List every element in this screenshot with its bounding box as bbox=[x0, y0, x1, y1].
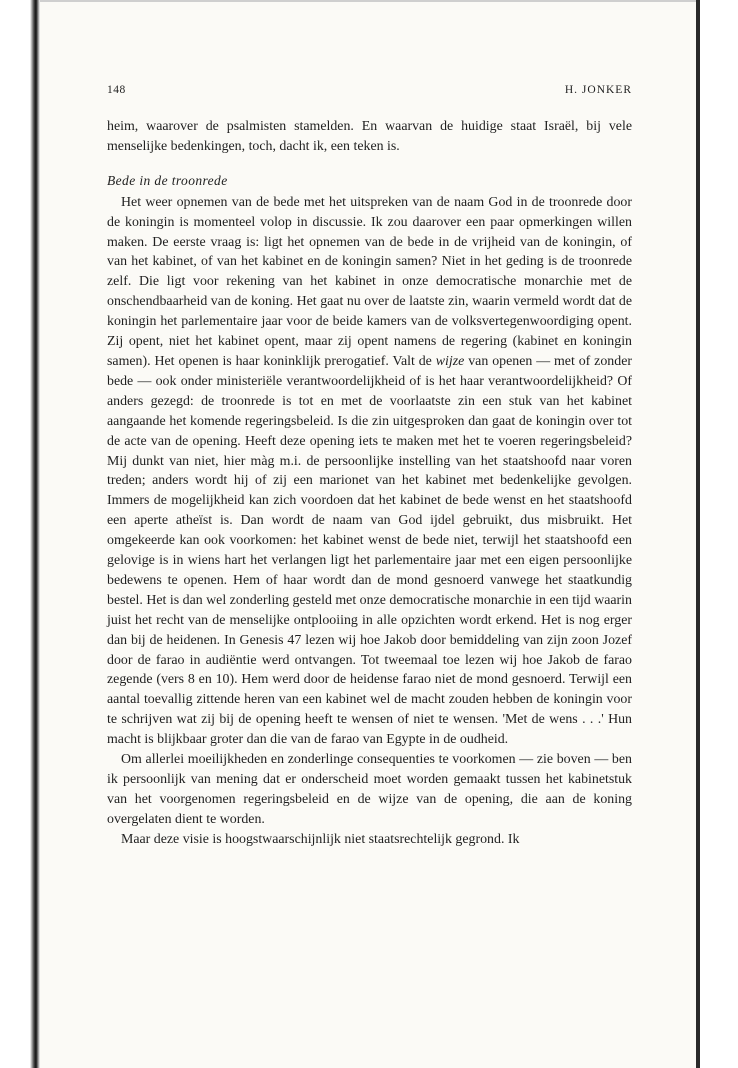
page-number: 148 bbox=[107, 84, 126, 96]
scan-edge-right bbox=[696, 0, 700, 1068]
paragraph-3: Maar deze visie is hoogstwaarschijnlijk niet staatsrechtelijk gegrond. Ik bbox=[121, 831, 520, 847]
paragraph-2: Om allerlei moeilijkheden en zonderlinge consequenties te voorkomen — zie boven — ben ik persoonlijk van mening dat er onderscheid moet worden gemaakt tussen het kabinetstuk van het voorgenomen regeringsbeleid en de wijze van de opening, die aan de koning overgelaten dient te worden. bbox=[107, 752, 632, 827]
paragraph-1-part-2: van openen — met of zonder bede — ook onder ministeriële verantwoordelijkheid of is het haar verantwoordelijkheid? Of anders gezegd: de troonrede is tot en met de voorlaatste zin een stuk van het kabinet aangaande het komende regeringsbeleid. Is die zin uitgesproken dan gaat de koningin over tot de acte van de opening. Heeft deze opening iets te maken met het te voeren regeringsbeleid? Mij dunkt van niet, hier màg m.i. de persoonlijke instelling van het staatshoofd naar voren treden; anders wordt hij of zij een marionet van het kabinet met bedenkelijke gevolgen. Immers de mogelijkheid kan zich voordoen dat het kabinet de bede wenst en het staatshoofd een aperte atheïst is. Dan wordt de naam van God ijdel gebruikt, dus misbruikt. Het omgekeerde kan ook voorkomen: het kabinet wenst de bede niet, terwijl het staatshoofd een gelovige is in wiens hart het verlangen ligt het parlementaire jaar met een eigen persoonlijke bedewens te openen. Hem of haar wordt dan de mond gesnoerd vanwege het staatkundig bestel. Het is dan wel zonderling gesteld met onze democratische monarchie in een tijd waarin juist het recht van de menselijke ontplooiing in alle opzichten wordt erkend. Het is nog erger dan bij de heidenen. In Genesis 47 lezen wij hoe Jakob door bemiddeling van zijn zoon Jozef door de farao in audiëntie werd ontvangen. Tot tweemaal toe lezen wij hoe Jakob de farao zegende (vers 8 en 10). Hem werd door de heidense farao niet de mond gesnoerd. Terwijl een aantal toevallig zittende heren van een kabinet wel de macht zouden hebben de koningin voor te schrijven wat zij bij de opening heeft te wensen of niet te wensen. 'Met de wens . . .' Hun macht is blijkbaar groter dan die van de farao van Egypte in de oudheid. bbox=[107, 353, 632, 748]
paragraph-1-emphasis: wijze bbox=[435, 353, 465, 369]
body-text bbox=[107, 117, 632, 850]
paragraph-1-part-1: Het weer opnemen van de bede met het uitspreken van de naam God in de troonrede door de koningin is momenteel volop in discussie. Ik zou daarover een paar opmerkingen willen maken. De eerste vraag is: ligt het opnemen van de bede in de vrijheid van de koningin, of van het kabinet, of van het kabinet en de koningin samen? Niet in het geding is de troonrede zelf. Die ligt voor rekening van het kabinet in onze democratische monarchie met de onschendbaarheid van de koning. Het gaat nu over de laatste zin, waarin vermeld wordt dat de koningin het parlementaire jaar voor de beide kamers van de volksvertegenwoordiging opent. Zij opent, niet het kabinet opent, maar zij opent namens de regering (kabinet en koningin samen). Het openen is haar koninklijk prerogatief. Valt de bbox=[107, 194, 632, 369]
running-head-author: H. JONKER bbox=[564, 84, 632, 96]
scan-edge-left bbox=[0, 0, 40, 1068]
opening-paragraph: heim, waarover de psalmisten stamelden. En waarvan de huidige staat Israël, bij vele menselijke bedenkingen, toch, dacht ik, een teken is. bbox=[107, 119, 632, 154]
section-heading: Bede in de troonrede bbox=[107, 172, 228, 188]
paragraph-1 bbox=[107, 193, 632, 750]
page-header bbox=[107, 84, 632, 100]
